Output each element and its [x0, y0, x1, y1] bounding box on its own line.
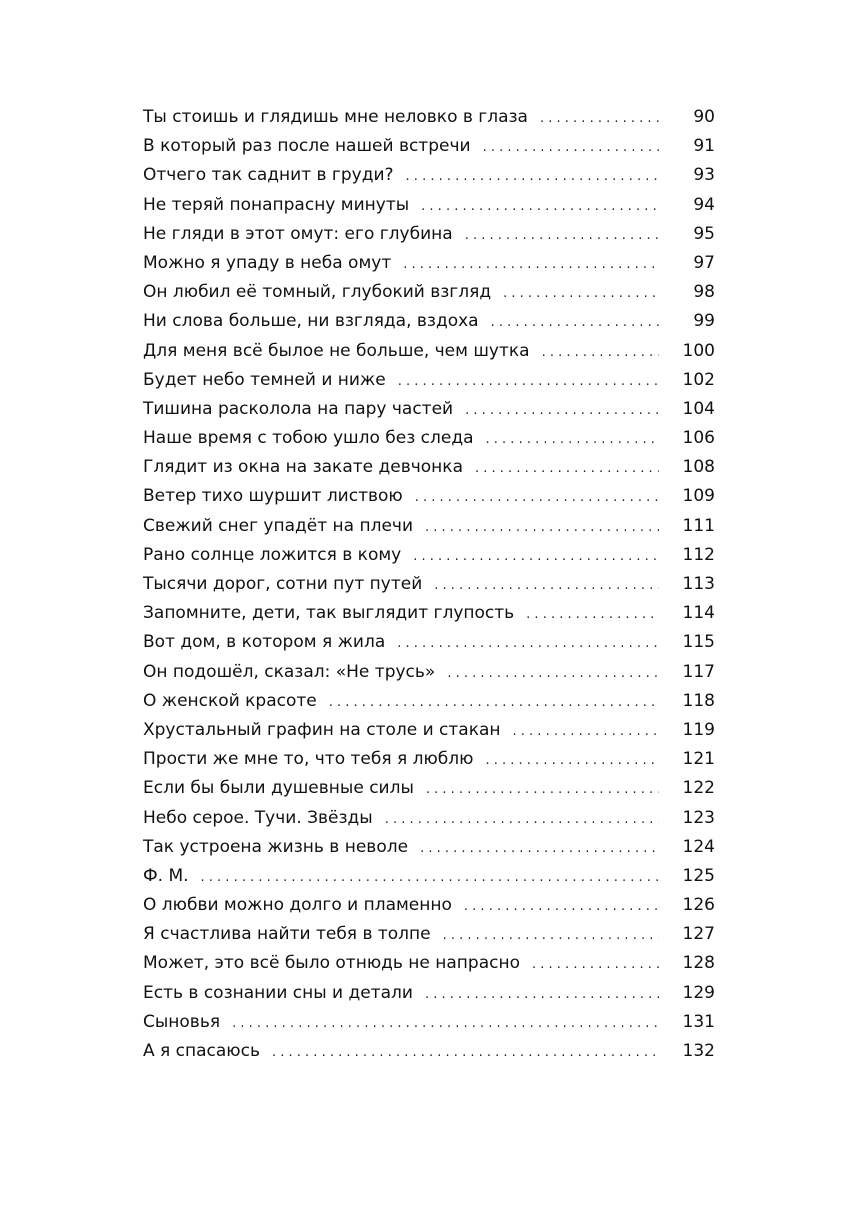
dot-leader — [434, 571, 659, 600]
dot-leader — [532, 950, 659, 979]
toc-entry-title: Ты стоишь и глядишь мне неловко в глаза — [143, 107, 528, 127]
toc-entry-page-number: 112 — [682, 544, 715, 565]
toc-entry-page-number: 131 — [682, 1011, 715, 1032]
dot-leader — [503, 279, 659, 308]
dot-leader — [542, 338, 659, 367]
toc-entry — [143, 687, 715, 716]
toc-entry-title: Может, это всё было отнюдь не напрасно — [143, 953, 520, 974]
toc-entry-page-number: 119 — [682, 719, 715, 740]
dot-leader — [483, 133, 659, 162]
toc-entry-title: Можно я упаду в неба омут — [143, 252, 392, 273]
toc-entry-page-number: 100 — [682, 340, 715, 361]
toc-entry — [143, 599, 715, 628]
toc-entry — [143, 949, 715, 978]
toc-entry-page-number: 97 — [693, 252, 715, 273]
toc-entry-page-number: 128 — [682, 953, 715, 974]
toc-entry-title: Он любил её томный, глубокий взгляд — [143, 282, 492, 303]
toc-entry-title: Хрустальный графин на столе и стакан — [143, 719, 501, 740]
toc-entry — [143, 1037, 715, 1066]
toc-entry — [143, 628, 715, 657]
toc-entry-title: Наше время с тобою ушло без следа — [143, 428, 474, 449]
toc-entry-title: О женской красоте — [143, 690, 317, 711]
toc-entry-title: Есть в сознании сны и детали — [143, 982, 413, 1003]
dot-leader — [398, 367, 659, 396]
toc-entry — [143, 979, 715, 1008]
toc-entry-page-number: 106 — [682, 428, 715, 449]
toc-entry-title: Если бы были душевные силы — [143, 778, 414, 799]
toc-entry-page-number: 129 — [682, 982, 715, 1003]
toc-entry — [143, 716, 715, 745]
toc-entry-page-number: 94 — [693, 194, 715, 215]
dot-leader — [397, 629, 659, 658]
toc-entry-page-number: 132 — [682, 1041, 715, 1061]
toc-entry-title: Не теряй понапрасну минуты — [143, 194, 410, 215]
toc-entry — [143, 278, 715, 307]
toc-entry-page-number: 118 — [682, 690, 715, 711]
toc-entry-title: Он подошёл, сказал: «Не трусь» — [143, 661, 436, 682]
dot-leader — [425, 980, 659, 1009]
toc-entry — [143, 570, 715, 599]
dot-leader — [540, 104, 659, 133]
dot-leader — [385, 805, 659, 834]
toc-entry-page-number: 91 — [693, 136, 715, 157]
dot-leader — [526, 600, 659, 629]
dot-leader — [403, 250, 659, 279]
toc-entry — [143, 161, 715, 190]
toc-entry-page-number: 104 — [682, 398, 715, 419]
dot-leader — [415, 483, 659, 512]
toc-entry-title: Свежий снег упадёт на плечи — [143, 515, 413, 536]
toc-entry-title: Глядит из окна на закате девчонка — [143, 457, 463, 478]
toc-entry-title: В который раз после нашей встречи — [143, 136, 471, 157]
toc-entry-page-number: 113 — [682, 574, 715, 594]
toc-entry-title: Прости же мне то, что тебя я люблю — [143, 749, 474, 770]
toc-entry — [143, 395, 715, 424]
dot-leader — [232, 1009, 659, 1038]
dot-leader — [201, 863, 659, 892]
toc-entry-title: Сыновья — [143, 1011, 221, 1032]
toc-entry-title: Будет небо темней и ниже — [143, 369, 386, 390]
toc-entry — [143, 804, 715, 833]
toc-entry — [143, 1008, 715, 1037]
toc-entry — [143, 453, 715, 482]
dot-leader — [485, 746, 659, 775]
toc-entry-page-number: 123 — [682, 807, 715, 828]
dot-leader — [464, 892, 659, 921]
toc-entry-page-number: 124 — [682, 836, 715, 857]
table-of-contents — [143, 103, 715, 1066]
toc-entry-title: Я счастлива найти тебя в толпе — [143, 924, 431, 945]
dot-leader — [443, 921, 659, 950]
dot-leader — [486, 425, 659, 454]
toc-entry-page-number: 125 — [682, 865, 715, 886]
toc-entry — [143, 424, 715, 453]
toc-entry — [143, 658, 715, 687]
toc-entry — [143, 191, 715, 220]
toc-entry-title: Ни слова больше, ни взгляда, вздоха — [143, 311, 479, 332]
toc-entry-title: Небо серое. Тучи. Звёзды — [143, 807, 373, 828]
toc-entry — [143, 220, 715, 249]
toc-entry-title: Не гляди в этот омут: его глубина — [143, 223, 453, 244]
toc-entry — [143, 862, 715, 891]
toc-entry-page-number: 108 — [682, 457, 715, 478]
toc-entry-page-number: 90 — [693, 107, 715, 127]
toc-entry — [143, 366, 715, 395]
toc-entry — [143, 249, 715, 278]
dot-leader — [513, 717, 659, 746]
toc-entry — [143, 132, 715, 161]
toc-entry-title: Тысячи дорог, сотни пут путей — [143, 574, 423, 594]
dot-leader — [413, 542, 659, 571]
toc-entry-title: Для меня всё былое не больше, чем шутка — [143, 340, 530, 361]
toc-entry — [143, 920, 715, 949]
dot-leader — [491, 308, 659, 337]
toc-entry — [143, 307, 715, 336]
toc-entry-page-number: 102 — [682, 369, 715, 390]
toc-entry-page-number: 114 — [682, 603, 715, 624]
dot-leader — [420, 834, 659, 863]
toc-entry-page-number: 99 — [693, 311, 715, 332]
toc-entry-page-number: 122 — [682, 778, 715, 799]
toc-entry-title: Ф. М. — [143, 865, 189, 886]
toc-entry-title: Вот дом, в котором я жила — [143, 632, 386, 653]
toc-entry-page-number: 93 — [693, 165, 715, 186]
toc-entry-page-number: 126 — [682, 895, 715, 916]
toc-entry-page-number: 109 — [682, 486, 715, 507]
toc-entry-title: Ветер тихо шуршит листвою — [143, 486, 403, 507]
toc-entry — [143, 337, 715, 366]
toc-entry-title: О любви можно долго и пламенно — [143, 895, 452, 916]
toc-entry — [143, 774, 715, 803]
toc-entry-title: А я спасаюсь — [143, 1041, 260, 1061]
toc-entry-title: Рано солнце ложится в кому — [143, 544, 402, 565]
toc-entry-page-number: 117 — [682, 661, 715, 682]
toc-entry-title: Тишина расколола на пару частей — [143, 398, 454, 419]
toc-entry — [143, 833, 715, 862]
toc-entry-page-number: 98 — [693, 282, 715, 303]
toc-entry-page-number: 127 — [682, 924, 715, 945]
toc-entry-page-number: 121 — [682, 749, 715, 770]
dot-leader — [426, 775, 659, 804]
toc-entry-title: Запомните, дети, так выглядит глупость — [143, 603, 515, 624]
dot-leader — [447, 659, 659, 688]
toc-entry — [143, 103, 715, 132]
toc-entry-page-number: 111 — [682, 515, 715, 536]
toc-entry-page-number: 115 — [682, 632, 715, 653]
toc-entry — [143, 482, 715, 511]
dot-leader — [425, 513, 659, 542]
toc-entry — [143, 745, 715, 774]
dot-leader — [406, 162, 659, 191]
dot-leader — [329, 688, 659, 717]
dot-leader — [475, 454, 659, 483]
toc-entry-page-number: 95 — [693, 223, 715, 244]
dot-leader — [421, 192, 659, 221]
toc-entry — [143, 541, 715, 570]
toc-entry-title: Так устроена жизнь в неволе — [143, 836, 409, 857]
toc-entry-title: Отчего так саднит в груди? — [143, 165, 394, 186]
dot-leader — [272, 1038, 659, 1067]
toc-entry — [143, 891, 715, 920]
toc-entry — [143, 512, 715, 541]
dot-leader — [465, 396, 659, 425]
dot-leader — [465, 221, 659, 250]
